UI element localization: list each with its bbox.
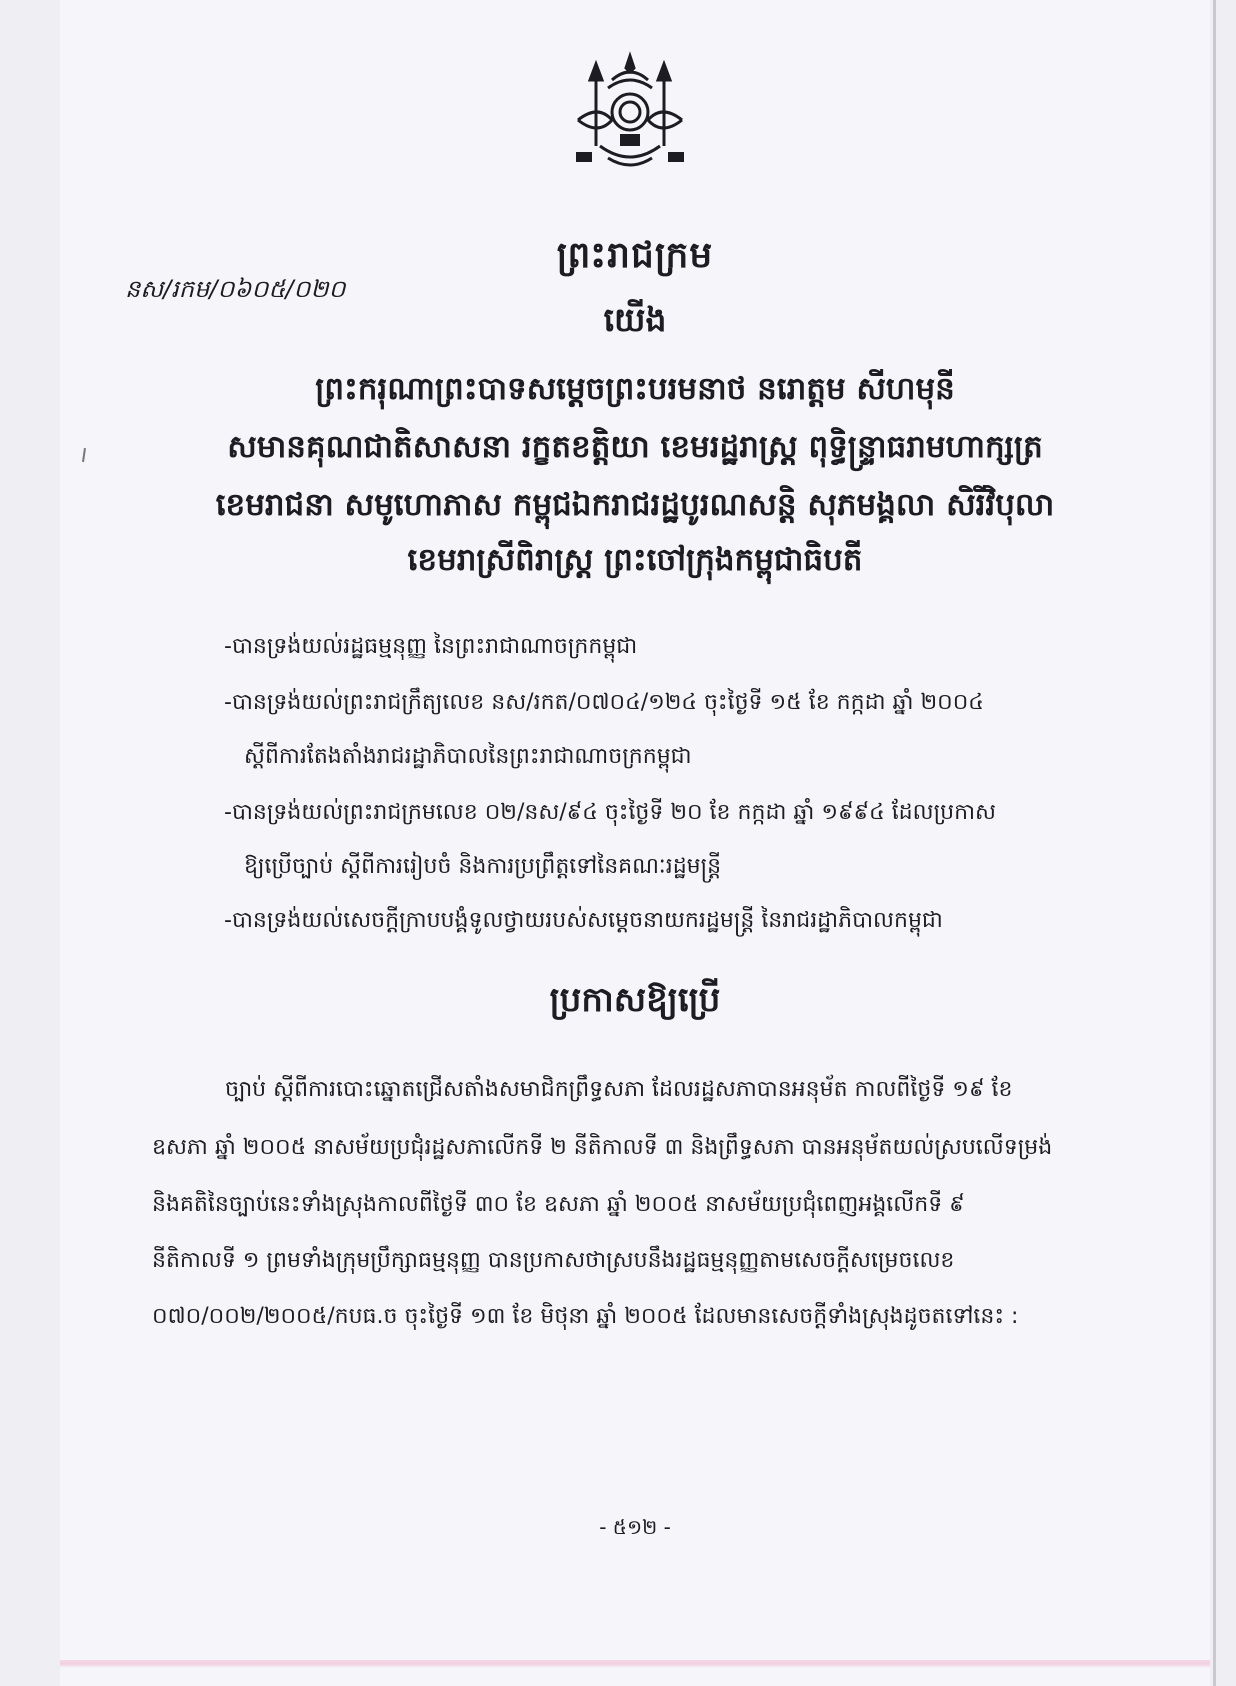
reference-number: នស/រកម/០៦០៥/០២០: [125, 275, 346, 303]
body-line-1: ច្បាប់ ស្តីពីការបោះឆ្នោតជ្រើសតាំងសមាជិកព្រឹទ្ធសភា ដែលរដ្ឋសភាបានអនុម័ត កាលពីថ្ងៃទី ១៩ ខែ: [225, 1077, 1013, 1102]
royal-emblem-icon: [568, 50, 692, 176]
royal-title-line-2: សមានគុណជាតិសាសនា រក្ខតខត្តិយា ខេមរដ្ឋរាស្ត្រ ពុទ្ធិន្ទ្រាធរាមហាក្សត្រ: [227, 429, 1043, 465]
basis-pm-request: -បានទ្រង់យល់សេចក្តីក្រាបបង្គំទូលថ្វាយរបស់សម្តេចនាយករដ្ឋមន្ត្រី នៃរាជរដ្ឋាភិបាលកម្ពុជា: [224, 908, 943, 933]
basis-constitution: -បានទ្រង់យល់រដ្ឋធម្មនុញ្ញ នៃព្រះរាជាណាចក្រកម្ពុជា: [224, 634, 638, 659]
basis-royal-decree: -បានទ្រង់យល់ព្រះរាជក្រឹត្យលេខ នស/រកត/០៧០៤/១២៤ ចុះថ្ងៃទី ១៥ ខែ កក្កដា ឆ្នាំ ២០០៤: [224, 690, 984, 715]
decree-title: ព្រះរាជក្រម: [556, 235, 714, 276]
page-edge-right: [1213, 0, 1216, 1686]
basis-royal-kram-cont: ឱ្យប្រើច្បាប់ ស្តីពីការរៀបចំ និងការប្រព្រឹត្តទៅនៃគណៈរដ្ឋមន្ត្រី: [244, 854, 722, 879]
royal-title-line-3: ខេមរាជនា សមូហោភាស កម្ពុជឯករាជរដ្ឋបូរណសន្តិ សុភមង្គលា សិរីវិបុលា: [215, 487, 1055, 523]
body-line-2: ឧសភា ឆ្នាំ ២០០៥ នាសម័យប្រជុំរដ្ឋសភាលើកទី ២ នីតិកាលទី ៣ និងព្រឹទ្ធសភា បានអនុម័តយល់ស្របលើទម្រង់: [152, 1135, 1053, 1160]
basis-royal-decree-cont: ស្តីពីការតែងតាំងរាជរដ្ឋាភិបាលនៃព្រះរាជាណាចក្រកម្ពុជា: [244, 744, 692, 769]
royal-title-line-4: ខេមរាស្រីពិរាស្ត្រ ព្រះចៅក្រុងកម្ពុជាធិបតី: [407, 542, 863, 578]
body-line-3: និងគតិនៃច្បាប់នេះទាំងស្រុងកាលពីថ្ងៃទី ៣០ ខែ ឧសភា ឆ្នាំ ២០០៥ នាសម័យប្រជុំពេញអង្គលើកទី ៩: [152, 1192, 965, 1217]
page-number: - ៥១២ -: [599, 1515, 671, 1539]
basis-royal-kram: -បានទ្រង់យល់ព្រះរាជក្រមលេខ ០២/នស/៩៤ ចុះថ្ងៃទី ២០ ខែ កក្កដា ឆ្នាំ ១៩៩៤ ដែលប្រកាស: [224, 800, 997, 825]
body-line-4: នីតិកាលទី ១ ព្រមទាំងក្រុមប្រឹក្សាធម្មនុញ្ញ បានប្រកាសថាស្របនឹងរដ្ឋធម្មនុញ្ញតាមសេចក្តីសម្រេចលេខ: [152, 1248, 955, 1273]
promulgate-heading: ប្រកាសឱ្យប្រើ: [549, 980, 721, 1020]
page-edge-bottom: [60, 1660, 1210, 1668]
royal-title-line-1: ព្រះករុណាព្រះបាទសម្តេចព្រះបរមនាថ នរោត្តម សីហមុនី: [315, 371, 955, 407]
we-heading: យើង: [603, 300, 667, 339]
body-line-5: ០៧០/០០២/២០០៥/កបធ.ច ចុះថ្ងៃទី ១៣ ខែ មិថុនា ឆ្នាំ ២០០៥ ដែលមានសេចក្តីទាំងស្រុងដូចតទៅនេះ :: [152, 1304, 1019, 1329]
